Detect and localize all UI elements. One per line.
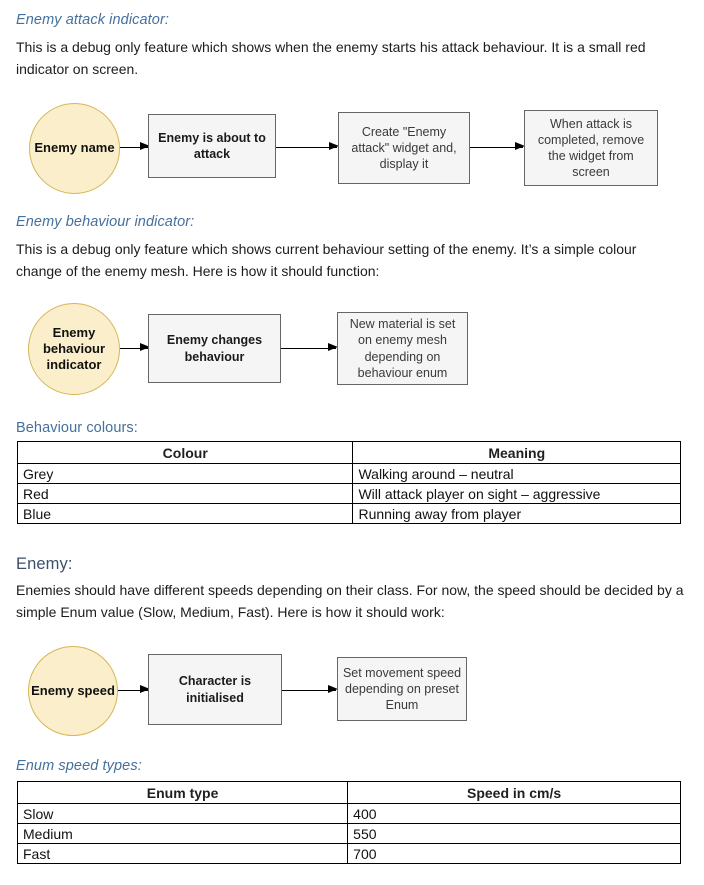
flowchart-enemy-speed [0, 644, 704, 740]
arrow-right-icon [282, 690, 336, 691]
behaviour-colours-table [17, 441, 681, 524]
table-row [18, 844, 681, 864]
column-header-meaning: Meaning [353, 442, 681, 464]
flow-node-label: Enemy is about to attack [158, 130, 266, 161]
flow-node-enemy-about-to-attack [148, 114, 276, 178]
heading-enemy-attack-indicator: Enemy attack indicator: [16, 12, 170, 28]
heading-enemy-behaviour-indicator: Enemy behaviour indicator: [16, 214, 195, 230]
table-header-row [18, 442, 681, 464]
cell-enum-type: Slow [18, 804, 348, 824]
flow-node-set-movement-speed [337, 657, 467, 721]
cell-speed: 400 [348, 804, 681, 824]
cell-colour: Red [18, 484, 353, 504]
table-header-row [18, 782, 681, 804]
flowchart-attack-indicator [0, 100, 704, 196]
flow-node-label: New material is set on enemy mesh depending on behaviour enum [349, 317, 456, 380]
table-row [18, 464, 681, 484]
cell-meaning: Will attack player on sight – aggressive [353, 484, 681, 504]
flow-node-behaviour-indicator-label: Enemy behaviour indicator [42, 324, 106, 373]
flow-node-enemy-name-label: Enemy name [34, 140, 115, 156]
column-header-speed: Speed in cm/s [348, 782, 681, 804]
column-header-enum-type: Enum type [18, 782, 348, 804]
flowchart-behaviour-indicator [0, 301, 704, 397]
flow-node-label: Set movement speed depending on preset Enum [342, 665, 462, 713]
heading-enemy: Enemy: [16, 555, 73, 573]
paragraph-enemy-attack-indicator: This is a debug only feature which shows when the enemy starts his attack behaviour. It is a small red indicator on screen. [16, 39, 646, 77]
arrow-right-icon [120, 147, 148, 148]
table-row [18, 504, 681, 524]
arrow-right-icon [120, 348, 148, 349]
flow-node-label: Character is initialised [178, 674, 252, 705]
table-row [18, 824, 681, 844]
cell-colour: Blue [18, 504, 353, 524]
heading-behaviour-colours: Behaviour colours: [16, 420, 138, 436]
table-row [18, 804, 681, 824]
arrow-right-icon [281, 348, 336, 349]
flow-node-behaviour-indicator [28, 303, 120, 395]
cell-meaning: Running away from player [353, 504, 681, 524]
flow-node-remove-widget [524, 110, 658, 186]
cell-speed: 550 [348, 824, 681, 844]
enum-speed-table [17, 781, 681, 864]
table-row [18, 484, 681, 504]
arrow-right-icon [276, 147, 337, 148]
cell-meaning: Walking around – neutral [353, 464, 681, 484]
flow-node-label: Enemy changes behaviour [166, 333, 263, 364]
arrow-right-icon [470, 147, 523, 148]
cell-speed: 700 [348, 844, 681, 864]
column-header-colour: Colour [18, 442, 353, 464]
flow-node-new-material [337, 312, 468, 385]
flow-node-enemy-speed-label: Enemy speed [31, 682, 115, 698]
flow-node-enemy-speed [28, 646, 118, 736]
cell-colour: Grey [18, 464, 353, 484]
flow-node-label: Create "Enemy attack" widget and, display it [351, 124, 457, 172]
flow-node-label: When attack is completed, remove the widget from screen [537, 116, 645, 180]
flow-node-enemy-changes-behaviour [148, 314, 281, 383]
flow-node-create-widget [338, 112, 470, 184]
cell-enum-type: Medium [18, 824, 348, 844]
cell-enum-type: Fast [18, 844, 348, 864]
arrow-right-icon [118, 690, 148, 691]
paragraph-enemy-behaviour-indicator: This is a debug only feature which shows current behaviour setting of the enemy. It’s a simple colour change of the enemy mesh. Here is how it should function: [16, 241, 637, 279]
paragraph-enemy-speeds: Enemies should have different speeds depending on their class. For now, the speed should be decided by a simple Enum value (Slow, Medium, Fast). Here is how it should work: [16, 582, 684, 620]
flow-node-character-initialised [148, 654, 282, 725]
heading-enum-speed-types: Enum speed types: [16, 758, 142, 774]
flow-node-enemy-name [29, 103, 120, 194]
